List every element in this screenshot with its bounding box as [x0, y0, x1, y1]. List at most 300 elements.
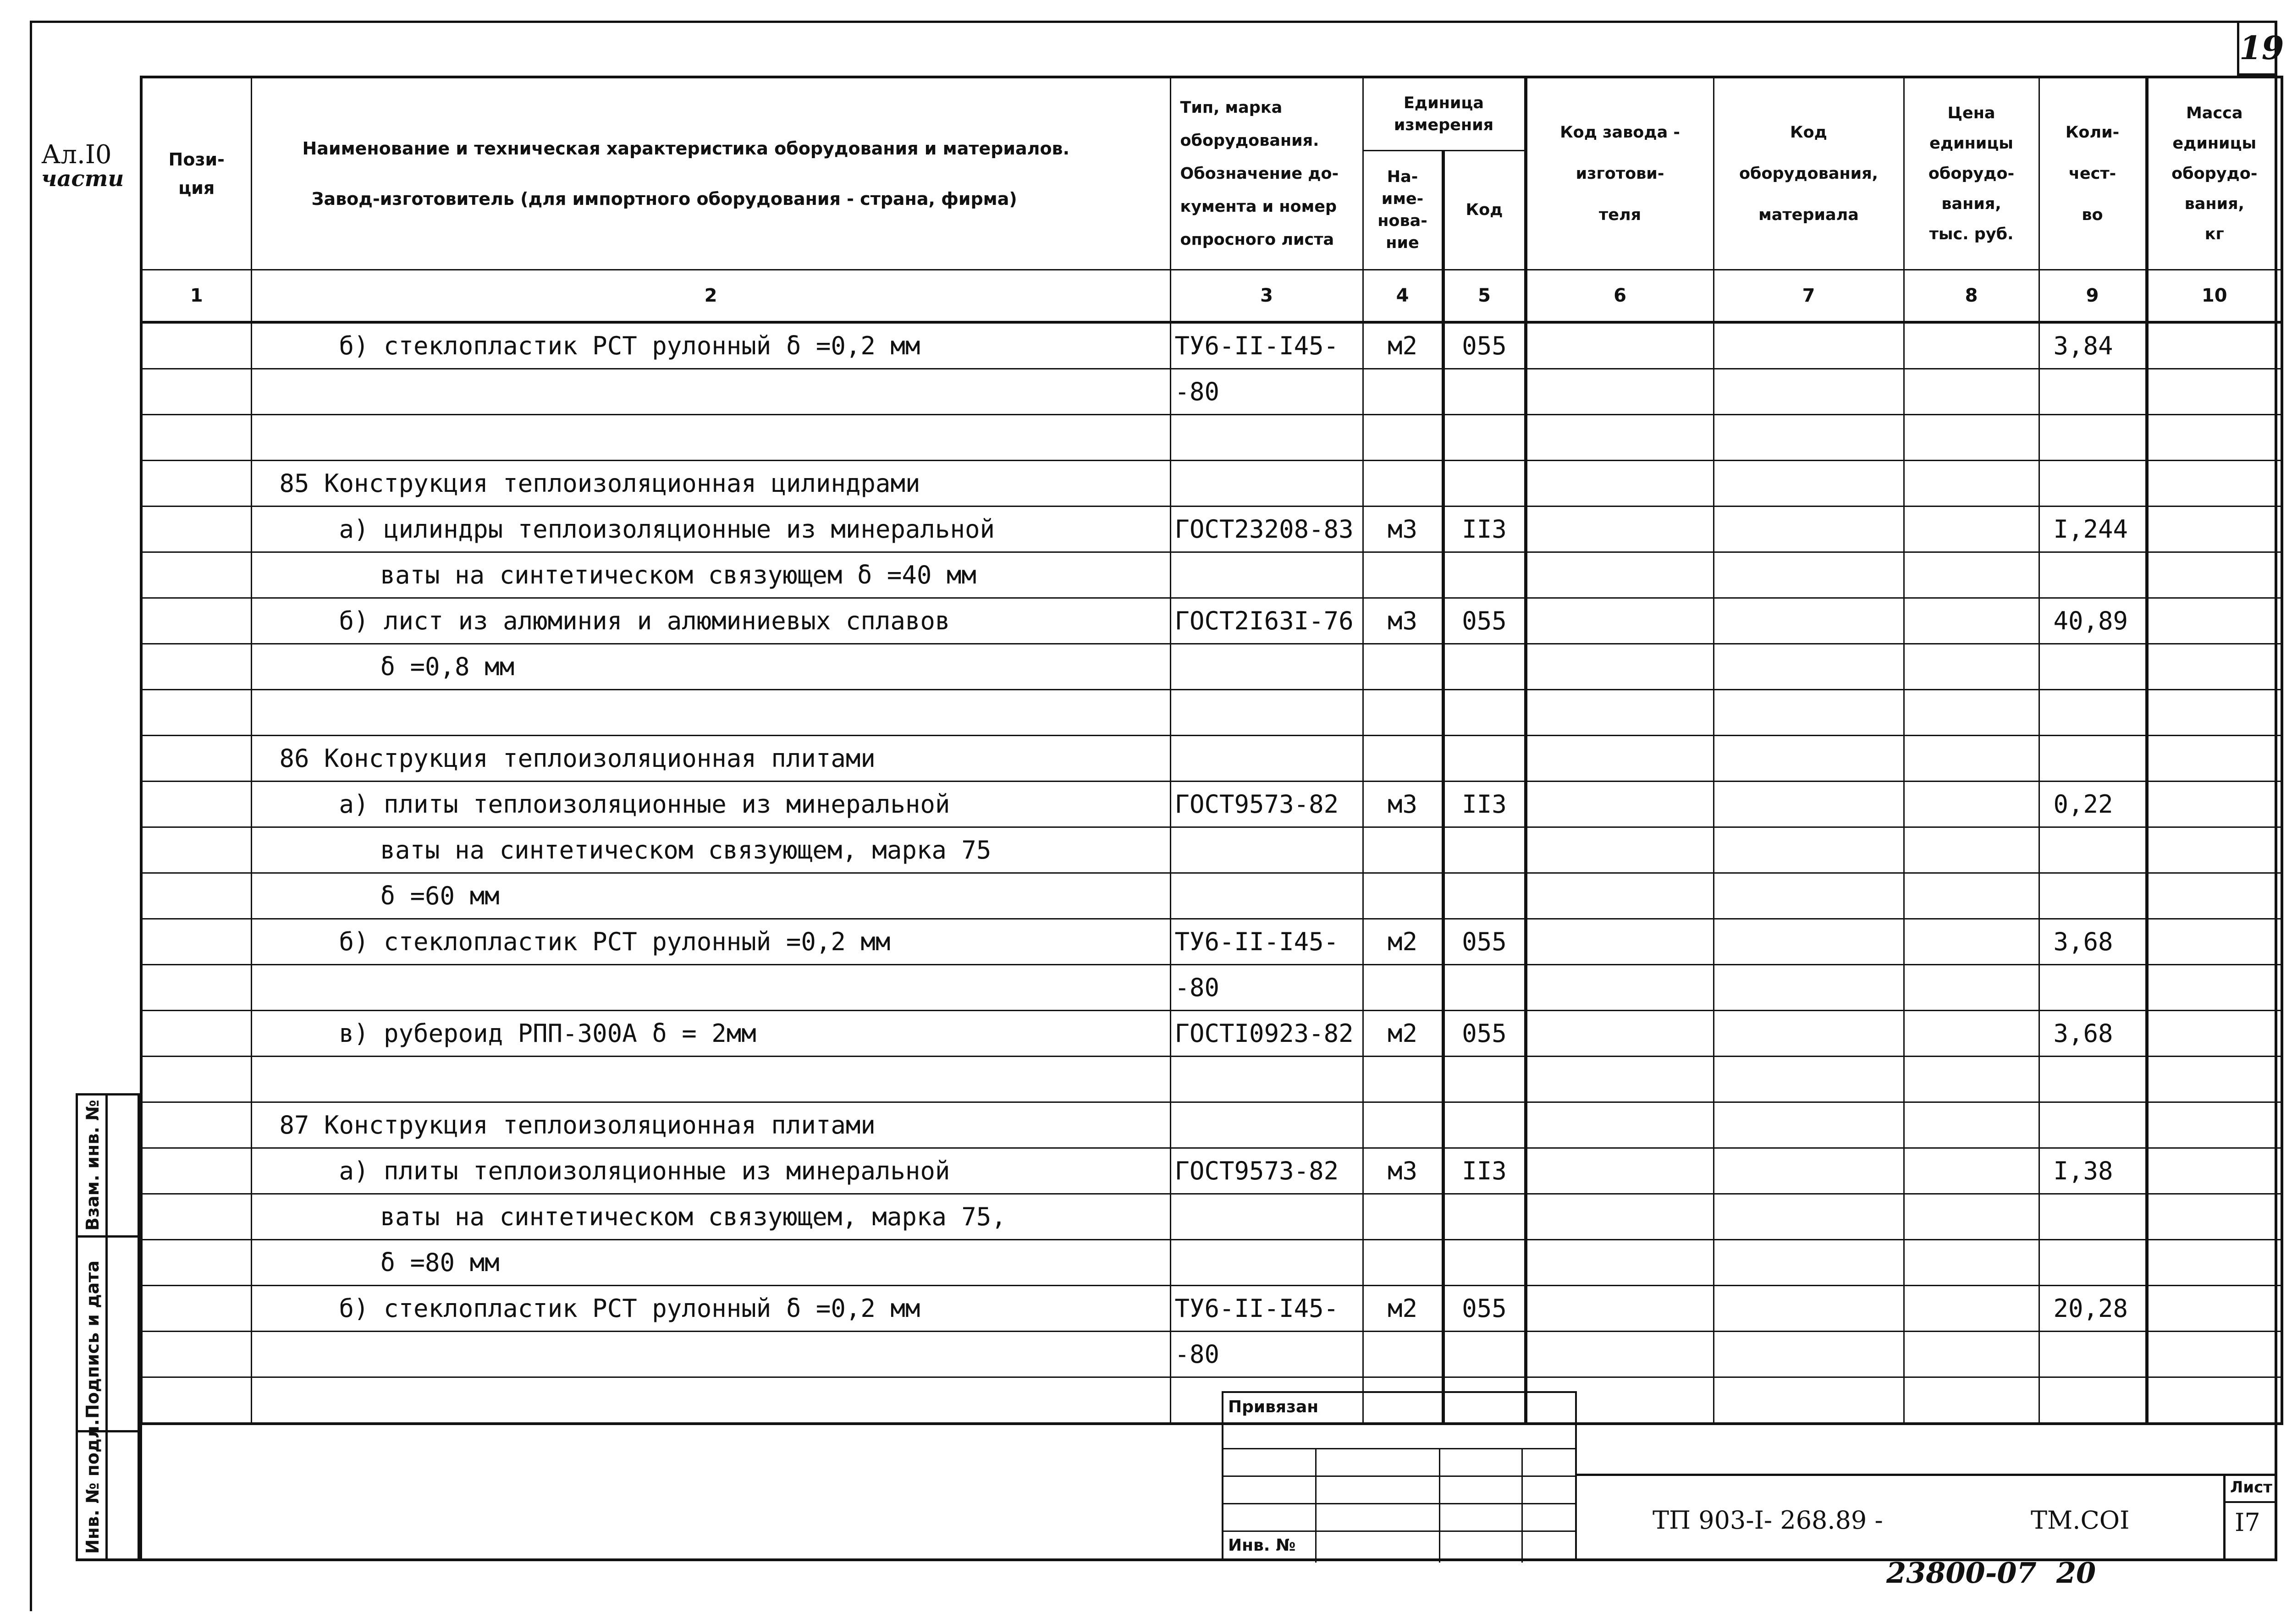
column-number: 5: [1443, 270, 1526, 322]
cell-position: [141, 322, 251, 369]
cell-mass: [2147, 322, 2282, 369]
page-number-box: [2237, 23, 2284, 76]
cell-quantity: [2039, 414, 2147, 460]
table-row: [141, 1239, 2282, 1285]
cell-quantity: I,38: [2039, 1148, 2147, 1194]
doc-number: ТП 903-I- 268.89 -: [1653, 1506, 1883, 1535]
cell-unit-code: II3: [1443, 506, 1526, 552]
cell-unit-code: II3: [1443, 781, 1526, 827]
table-row: [141, 1056, 2282, 1102]
cell-price: [1904, 873, 2039, 919]
cell-mass: [2147, 369, 2282, 414]
cell-description: ваты на синтетическом связующем δ =40 мм: [251, 552, 1170, 598]
cell-price: [1904, 460, 2039, 506]
column-number: 2: [251, 270, 1170, 322]
side-stamp-inv: Инв. № подл.: [83, 1419, 103, 1554]
cell-description: δ =60 мм: [251, 873, 1170, 919]
table-row: [141, 1010, 2282, 1056]
cell-position: [141, 1102, 251, 1148]
side-stamp-podpis: Подпись и дата: [83, 1260, 103, 1419]
cell-description: [251, 964, 1170, 1010]
cell-position: [141, 919, 251, 964]
cell-price: [1904, 964, 2039, 1010]
cell-price: [1904, 644, 2039, 689]
stamp-area-left: [140, 1368, 142, 1561]
table-row: [141, 735, 2282, 781]
cell-type: [1170, 1102, 1363, 1148]
column-numbers-row: [141, 270, 2282, 322]
column-number: 6: [1526, 270, 1713, 322]
cell-position: [141, 689, 251, 735]
cell-price: [1904, 827, 2039, 873]
cell-unit: м3: [1363, 506, 1443, 552]
cell-mass: [2147, 460, 2282, 506]
cell-unit-code: [1443, 964, 1526, 1010]
cell-mass: [2147, 1056, 2282, 1102]
cell-equipment-code: [1713, 414, 1904, 460]
cell-unit: [1363, 552, 1443, 598]
header-type: Тип, марка оборудования. Обозначение до- кумента и номер опросного листа: [1170, 77, 1363, 270]
table-row: [141, 369, 2282, 414]
cell-equipment-code: [1713, 781, 1904, 827]
cell-price: [1904, 322, 2039, 369]
cell-equipment-code: [1713, 873, 1904, 919]
cell-type: [1170, 689, 1363, 735]
cell-quantity: [2039, 1194, 2147, 1239]
spec-table: [140, 76, 2283, 1425]
cell-price: [1904, 1010, 2039, 1056]
cell-type: ГОСТ9573-82: [1170, 1148, 1363, 1194]
header-position: Пози- ция: [141, 77, 251, 270]
cell-price: [1904, 689, 2039, 735]
header-factory-code: Код завода - изготови- теля: [1526, 77, 1713, 270]
cell-unit-code: [1443, 414, 1526, 460]
cell-factory-code: [1526, 873, 1713, 919]
cell-type: [1170, 1194, 1363, 1239]
cell-equipment-code: [1713, 506, 1904, 552]
cell-description: в) рубероид РПП-300А δ = 2мм: [251, 1010, 1170, 1056]
doc-code: ТМ.COI: [2031, 1506, 2130, 1535]
cell-mass: [2147, 1194, 2282, 1239]
cell-quantity: [2039, 873, 2147, 919]
margin-label-line1: Ал.I0: [41, 140, 112, 170]
cell-unit: м2: [1363, 1010, 1443, 1056]
cell-quantity: 3,84: [2039, 322, 2147, 369]
cell-factory-code: [1526, 506, 1713, 552]
cell-unit: м3: [1363, 598, 1443, 644]
cell-price: [1904, 1102, 2039, 1148]
cell-price: [1904, 1148, 2039, 1194]
cell-price: [1904, 1056, 2039, 1102]
cell-quantity: [2039, 1239, 2147, 1285]
cell-factory-code: [1526, 827, 1713, 873]
table-row: [141, 689, 2282, 735]
cell-factory-code: [1526, 644, 1713, 689]
cell-price: [1904, 414, 2039, 460]
cell-description: δ =80 мм: [251, 1239, 1170, 1285]
cell-unit: [1363, 1239, 1443, 1285]
cell-mass: [2147, 1377, 2282, 1424]
cell-unit: м3: [1363, 781, 1443, 827]
cell-equipment-code: [1713, 827, 1904, 873]
cell-unit: [1363, 827, 1443, 873]
sheet-box: [2223, 1474, 2277, 1561]
table-row: [141, 781, 2282, 827]
cell-mass: [2147, 873, 2282, 919]
table-row: [141, 964, 2282, 1010]
page-number: 19: [2239, 29, 2284, 67]
header-unit-group: Единица измерения: [1363, 77, 1526, 150]
cell-factory-code: [1526, 1056, 1713, 1102]
header-name-line2: Завод-изготовитель (для импортного оборудования - страна, фирма): [311, 188, 1017, 209]
cell-quantity: [2039, 644, 2147, 689]
cell-equipment-code: [1713, 735, 1904, 781]
cell-factory-code: [1526, 414, 1713, 460]
cell-price: [1904, 506, 2039, 552]
cell-unit-code: [1443, 1194, 1526, 1239]
cell-factory-code: [1526, 598, 1713, 644]
cell-description: [251, 689, 1170, 735]
cell-position: [141, 781, 251, 827]
cell-equipment-code: [1713, 1010, 1904, 1056]
cell-unit-code: [1443, 369, 1526, 414]
cell-description: 85 Конструкция теплоизоляционная цилиндрами: [251, 460, 1170, 506]
header-equipment-code: Код оборудования, материала: [1713, 77, 1904, 270]
cell-position: [141, 1010, 251, 1056]
cell-price: [1904, 369, 2039, 414]
privyazan-label: Привязан: [1228, 1398, 1319, 1416]
cell-price: [1904, 552, 2039, 598]
cell-factory-code: [1526, 1102, 1713, 1148]
cell-price: [1904, 735, 2039, 781]
cell-factory-code: [1526, 1194, 1713, 1239]
cell-position: [141, 735, 251, 781]
cell-factory-code: [1526, 1285, 1713, 1331]
cell-unit: [1363, 964, 1443, 1010]
cell-quantity: [2039, 689, 2147, 735]
side-stamp-vzam: Взам. инв. №: [83, 1100, 103, 1231]
cell-unit: [1363, 1102, 1443, 1148]
cell-type: ТУ6-II-I45-: [1170, 322, 1363, 369]
cell-equipment-code: [1713, 1056, 1904, 1102]
cell-factory-code: [1526, 1239, 1713, 1285]
cell-quantity: [2039, 735, 2147, 781]
cell-unit-code: [1443, 735, 1526, 781]
inv-no-label: Инв. №: [1228, 1536, 1296, 1555]
cell-equipment-code: [1713, 1377, 1904, 1424]
cell-type: [1170, 827, 1363, 873]
cell-type: [1170, 552, 1363, 598]
cell-type: -80: [1170, 1331, 1363, 1377]
cell-factory-code: [1526, 689, 1713, 735]
cell-description: [251, 369, 1170, 414]
column-number: 10: [2147, 270, 2282, 322]
cell-mass: [2147, 1102, 2282, 1148]
cell-quantity: [2039, 1377, 2147, 1424]
cell-factory-code: [1526, 552, 1713, 598]
cell-unit-code: [1443, 460, 1526, 506]
header-mass: Масса единицы оборудо- вания, кг: [2147, 77, 2282, 270]
cell-quantity: [2039, 964, 2147, 1010]
cell-unit: [1363, 1331, 1443, 1377]
cell-unit-code: [1443, 1056, 1526, 1102]
cell-type: [1170, 644, 1363, 689]
title-stamp-top: [1577, 1474, 2276, 1476]
cell-mass: [2147, 506, 2282, 552]
cell-unit: м2: [1363, 919, 1443, 964]
cell-unit: [1363, 644, 1443, 689]
cell-unit-code: [1443, 1239, 1526, 1285]
cell-equipment-code: [1713, 322, 1904, 369]
cell-description: б) стеклопластик РСТ рулонный δ =0,2 мм: [251, 1285, 1170, 1331]
column-number: 8: [1904, 270, 2039, 322]
cell-description: ваты на синтетическом связующем, марка 75: [251, 827, 1170, 873]
cell-description: а) плиты теплоизоляционные из минеральной: [251, 1148, 1170, 1194]
cell-mass: [2147, 827, 2282, 873]
cell-description: 86 Конструкция теплоизоляционная плитами: [251, 735, 1170, 781]
column-number: 7: [1713, 270, 1904, 322]
cell-mass: [2147, 1239, 2282, 1285]
header-quantity: Коли- чест- во: [2039, 77, 2147, 270]
cell-equipment-code: [1713, 1331, 1904, 1377]
cell-factory-code: [1526, 1148, 1713, 1194]
cell-equipment-code: [1713, 689, 1904, 735]
table-row: [141, 1194, 2282, 1239]
cell-position: [141, 460, 251, 506]
cell-equipment-code: [1713, 919, 1904, 964]
cell-price: [1904, 1239, 2039, 1285]
cell-mass: [2147, 964, 2282, 1010]
cell-quantity: [2039, 552, 2147, 598]
table-row: [141, 919, 2282, 964]
cell-type: [1170, 735, 1363, 781]
table-row: [141, 322, 2282, 369]
cell-type: ГОСТ9573-82: [1170, 781, 1363, 827]
cell-unit-code: [1443, 873, 1526, 919]
cell-quantity: 0,22: [2039, 781, 2147, 827]
cell-description: б) стеклопластик РСТ рулонный δ =0,2 мм: [251, 322, 1170, 369]
cell-position: [141, 1331, 251, 1377]
cell-mass: [2147, 735, 2282, 781]
cell-description: δ =0,8 мм: [251, 644, 1170, 689]
header-unit-name: На- име- нова- ние: [1363, 150, 1443, 270]
table-row: [141, 1148, 2282, 1194]
column-number: 1: [141, 270, 251, 322]
cell-factory-code: [1526, 460, 1713, 506]
cell-unit: [1363, 414, 1443, 460]
cell-quantity: [2039, 1331, 2147, 1377]
cell-mass: [2147, 644, 2282, 689]
cell-factory-code: [1526, 735, 1713, 781]
cell-price: [1904, 1377, 2039, 1424]
cell-factory-code: [1526, 781, 1713, 827]
cell-unit-code: 055: [1443, 598, 1526, 644]
cell-unit-code: 055: [1443, 1010, 1526, 1056]
cell-unit: м3: [1363, 1148, 1443, 1194]
table-row: [141, 552, 2282, 598]
table-row: [141, 827, 2282, 873]
cell-equipment-code: [1713, 460, 1904, 506]
cell-type: [1170, 1239, 1363, 1285]
cell-unit-code: 055: [1443, 322, 1526, 369]
cell-type: [1170, 414, 1363, 460]
cell-factory-code: [1526, 322, 1713, 369]
cell-position: [141, 1194, 251, 1239]
sheet-label: Лист: [2230, 1478, 2272, 1497]
cell-quantity: 3,68: [2039, 919, 2147, 964]
cell-equipment-code: [1713, 644, 1904, 689]
cell-equipment-code: [1713, 1102, 1904, 1148]
cell-position: [141, 414, 251, 460]
cell-position: [141, 1056, 251, 1102]
cell-equipment-code: [1713, 369, 1904, 414]
cell-type: ГОСТ23208-83: [1170, 506, 1363, 552]
cell-position: [141, 964, 251, 1010]
cell-equipment-code: [1713, 1194, 1904, 1239]
table-row: [141, 506, 2282, 552]
cell-unit: м2: [1363, 1285, 1443, 1331]
cell-unit-code: 055: [1443, 919, 1526, 964]
cell-unit: [1363, 689, 1443, 735]
cell-position: [141, 1377, 251, 1424]
table-row: [141, 1285, 2282, 1331]
cell-mass: [2147, 1285, 2282, 1331]
cell-factory-code: [1526, 369, 1713, 414]
cell-mass: [2147, 919, 2282, 964]
cell-position: [141, 827, 251, 873]
cell-description: б) лист из алюминия и алюминиевых сплавов: [251, 598, 1170, 644]
table-row: [141, 1377, 2282, 1424]
cell-type: ГОСТ2I63I-76: [1170, 598, 1363, 644]
cell-mass: [2147, 1148, 2282, 1194]
cell-quantity: [2039, 460, 2147, 506]
cell-description: [251, 414, 1170, 460]
cell-description: [251, 1056, 1170, 1102]
cell-position: [141, 873, 251, 919]
cell-type: ТУ6-II-I45-: [1170, 1285, 1363, 1331]
table-row: [141, 873, 2282, 919]
table-row: [141, 644, 2282, 689]
cell-quantity: 40,89: [2039, 598, 2147, 644]
cell-position: [141, 644, 251, 689]
cell-factory-code: [1526, 1331, 1713, 1377]
cell-price: [1904, 1194, 2039, 1239]
cell-price: [1904, 1331, 2039, 1377]
cell-type: [1170, 873, 1363, 919]
table-row: [141, 598, 2282, 644]
cell-type: ГОСТI0923-82: [1170, 1010, 1363, 1056]
margin-label: [41, 140, 133, 192]
cell-quantity: 20,28: [2039, 1285, 2147, 1331]
margin-label-line2: части: [41, 166, 124, 192]
cell-description: [251, 1377, 1170, 1424]
cell-position: [141, 598, 251, 644]
cell-factory-code: [1526, 1010, 1713, 1056]
privyazan-block: [1222, 1391, 1577, 1561]
cell-factory-code: [1526, 919, 1713, 964]
cell-price: [1904, 781, 2039, 827]
sheet-number: I7: [2235, 1508, 2260, 1537]
header-name: [251, 77, 1170, 270]
cell-description: ваты на синтетическом связующем, марка 75,: [251, 1194, 1170, 1239]
cell-description: 87 Конструкция теплоизоляционная плитами: [251, 1102, 1170, 1148]
cell-quantity: [2039, 1102, 2147, 1148]
cell-unit-code: II3: [1443, 1148, 1526, 1194]
cell-unit-code: [1443, 644, 1526, 689]
cell-unit-code: [1443, 827, 1526, 873]
cell-mass: [2147, 689, 2282, 735]
spec-rows: [141, 322, 2282, 1424]
cell-equipment-code: [1713, 1285, 1904, 1331]
cell-mass: [2147, 1331, 2282, 1377]
cell-price: [1904, 1285, 2039, 1331]
cell-description: а) плиты теплоизоляционные из минеральной: [251, 781, 1170, 827]
cell-factory-code: [1526, 964, 1713, 1010]
cell-unit-code: [1443, 1331, 1526, 1377]
cell-mass: [2147, 1010, 2282, 1056]
cell-unit: [1363, 1056, 1443, 1102]
cell-type: -80: [1170, 964, 1363, 1010]
cell-position: [141, 552, 251, 598]
header-name-line1: Наименование и техническая характеристика оборудования и материалов.: [302, 138, 1070, 159]
cell-quantity: I,244: [2039, 506, 2147, 552]
cell-unit-code: [1443, 689, 1526, 735]
cell-position: [141, 1239, 251, 1285]
column-number: 9: [2039, 270, 2147, 322]
cell-equipment-code: [1713, 598, 1904, 644]
cell-price: [1904, 919, 2039, 964]
cell-position: [141, 506, 251, 552]
cell-equipment-code: [1713, 552, 1904, 598]
cell-quantity: 3,68: [2039, 1010, 2147, 1056]
cell-position: [141, 369, 251, 414]
cell-type: ТУ6-II-I45-: [1170, 919, 1363, 964]
cell-unit-code: [1443, 1102, 1526, 1148]
cell-equipment-code: [1713, 964, 1904, 1010]
header-unit-code: Код: [1443, 150, 1526, 270]
cell-unit: м2: [1363, 322, 1443, 369]
cell-type: -80: [1170, 369, 1363, 414]
cell-equipment-code: [1713, 1239, 1904, 1285]
cell-position: [141, 1148, 251, 1194]
frame-left: [30, 21, 32, 1611]
cell-mass: [2147, 414, 2282, 460]
column-number: 3: [1170, 270, 1363, 322]
cell-type: [1170, 460, 1363, 506]
cell-description: б) стеклопластик РСТ рулонный =0,2 мм: [251, 919, 1170, 964]
cell-quantity: [2039, 369, 2147, 414]
cell-unit: [1363, 735, 1443, 781]
table-row: [141, 1102, 2282, 1148]
cell-quantity: [2039, 1056, 2147, 1102]
cell-position: [141, 1285, 251, 1331]
side-stamp: [76, 1093, 140, 1561]
cell-mass: [2147, 552, 2282, 598]
table-row: [141, 414, 2282, 460]
cell-description: а) цилиндры теплоизоляционные из минеральной: [251, 506, 1170, 552]
cell-unit: [1363, 460, 1443, 506]
header-price: Цена единицы оборудо- вания, тыс. руб.: [1904, 77, 2039, 270]
cell-unit: [1363, 873, 1443, 919]
cell-mass: [2147, 781, 2282, 827]
cell-unit-code: 055: [1443, 1285, 1526, 1331]
table-row: [141, 460, 2282, 506]
cell-unit: [1363, 369, 1443, 414]
cell-mass: [2147, 598, 2282, 644]
cell-quantity: [2039, 827, 2147, 873]
column-number: 4: [1363, 270, 1443, 322]
cell-equipment-code: [1713, 1148, 1904, 1194]
